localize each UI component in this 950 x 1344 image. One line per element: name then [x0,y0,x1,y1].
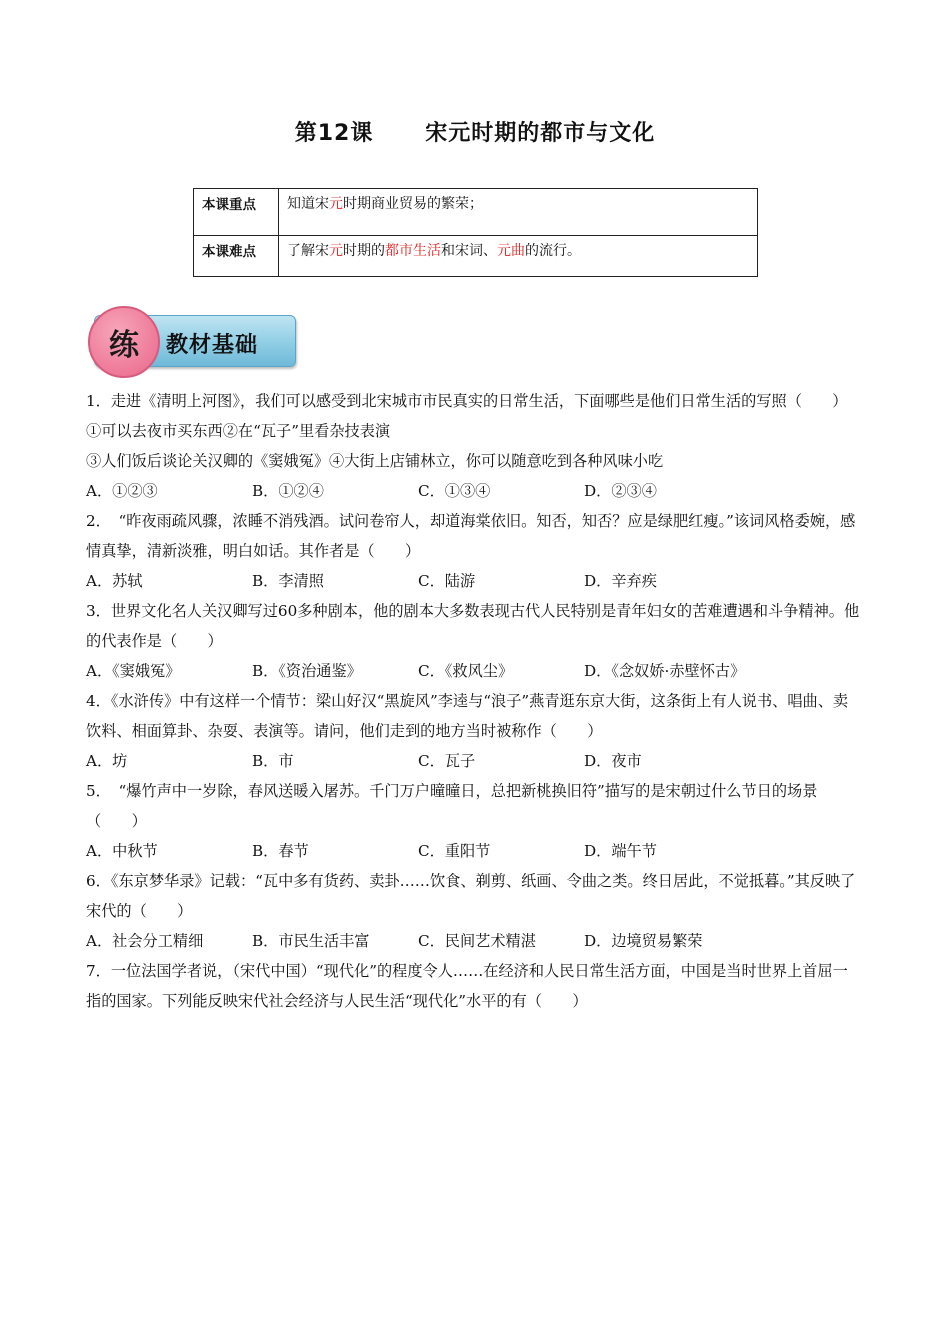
option-a[interactable]: A．《窦娥冤》 [86,662,181,680]
difficult-point-text-part: 了解宋 [287,243,329,259]
difficult-point-highlight: 元曲 [497,243,525,259]
question-6 [86,866,862,956]
question-text: 2． “昨夜雨疏风骤，浓睡不消残酒。试问卷帘人，却道海棠依旧。知否，知否？应是绿肥红瘦。”该词风格委婉，感情真挚，清新淡雅，明白如话。其作者是（ ） [86,512,856,560]
option-b[interactable]: B．市 [252,752,294,770]
option-b[interactable]: B．春节 [252,842,309,860]
question-1 [86,386,862,506]
key-point-label: 本课重点 [194,189,279,236]
question-text: 1．走进《清明上河图》，我们可以感受到北宋城市市民真实的日常生活，下面哪些是他们日常生活的写照（ ） [86,392,848,410]
key-point-text-part: 时期商业贸易的繁荣； [343,196,483,212]
difficult-point-text-part: 时期的 [343,243,385,259]
option-a[interactable]: A．苏轼 [86,572,143,590]
option-c[interactable]: C．瓦子 [418,752,476,770]
option-a[interactable]: A．坊 [86,752,128,770]
difficult-point-highlight: 元 [329,243,343,259]
answer-options [86,926,862,956]
option-a[interactable]: A．①②③ [86,482,158,500]
question-5 [86,776,862,866]
difficult-point-highlight: 都市生活 [385,243,441,259]
option-b[interactable]: B．①②④ [252,482,324,500]
question-text: 4．《水浒传》中有这样一个情节：梁山好汉“黑旋风”李逵与“浪子”燕青逛东京大街，这条街上有人说书、唱曲、卖饮料、相面算卦、杂耍、表演等。请问，他们走到的地方当时被称作（ ） [86,692,849,740]
question-2 [86,506,862,596]
option-d[interactable]: D．端午节 [584,842,657,860]
question-statement: ①可以去夜市买东西②在“瓦子”里看杂技表演 [86,422,391,440]
option-d[interactable]: D．辛弃疾 [584,572,657,590]
option-c[interactable]: C．陆游 [418,572,476,590]
option-c[interactable]: C．重阳节 [418,842,491,860]
option-c[interactable]: C．《救风尘》 [418,662,514,680]
option-d[interactable]: D．《念奴娇·赤壁怀古》 [584,662,746,680]
question-text: 7．一位法国学者说，（宋代中国）“现代化”的程度令人……在经济和人民日常生活方面，中国是当时世界上首屈一指的国家。下列能反映宋代社会经济与人民生活“现代化”水平的有（ ） [86,962,848,1010]
question-3 [86,596,862,686]
question-7 [86,956,862,1016]
option-a[interactable]: A．社会分工精细 [86,932,204,950]
option-d[interactable]: D．边境贸易繁荣 [584,932,703,950]
question-4 [86,686,862,776]
question-text: 3．世界文化名人关汉卿写过60多种剧本，他的剧本大多数表现古代人民特别是青年妇女的苦难遭遇和斗争精神。他的代表作是（ ） [86,602,860,650]
answer-options [86,836,862,866]
difficult-point-text-part: 和宋词、 [441,243,497,259]
section-title: 教材基础 [166,333,259,358]
difficult-point-row [194,236,758,277]
answer-options [86,476,862,506]
difficult-point-label: 本课难点 [194,236,279,277]
practice-badge: 练 [88,306,160,378]
answer-options [86,566,862,596]
key-point-row [194,189,758,236]
option-a[interactable]: A．中秋节 [86,842,158,860]
key-point-content [279,189,758,236]
key-point-text-part: 知道宋 [287,196,329,212]
answer-options [86,656,862,686]
option-d[interactable]: D．夜市 [584,752,642,770]
option-c[interactable]: C．民间艺术精湛 [418,932,536,950]
option-b[interactable]: B．市民生活丰富 [252,932,370,950]
key-point-highlight: 元 [329,196,343,212]
question-statement: ③人们饭后谈论关汉卿的《窦娥冤》④大街上店铺林立，你可以随意吃到各种风味小吃 [86,452,664,470]
option-d[interactable]: D．②③④ [584,482,657,500]
section-banner [88,306,298,378]
question-text: 5． “爆竹声中一岁除，春风送暖入屠苏。千门万户曈曈日，总把新桃换旧符”描写的是宋朝过什么节日的场景（ ） [86,782,818,830]
option-b[interactable]: B．李清照 [252,572,324,590]
question-text: 6．《东京梦华录》记载：“瓦中多有货药、卖卦……饮食、剃剪、纸画、令曲之类。终日居此，不觉抵暮。”其反映了宋代的（ ） [86,872,856,920]
page-title: 第12课 宋元时期的都市与文化 [294,121,656,146]
lesson-info-table [193,188,758,277]
question-list [86,386,862,1016]
option-b[interactable]: B．《资治通鉴》 [252,662,362,680]
option-c[interactable]: C．①③④ [418,482,491,500]
difficult-point-content [279,236,758,277]
difficult-point-text-part: 的流行。 [525,243,581,259]
answer-options [86,746,862,776]
